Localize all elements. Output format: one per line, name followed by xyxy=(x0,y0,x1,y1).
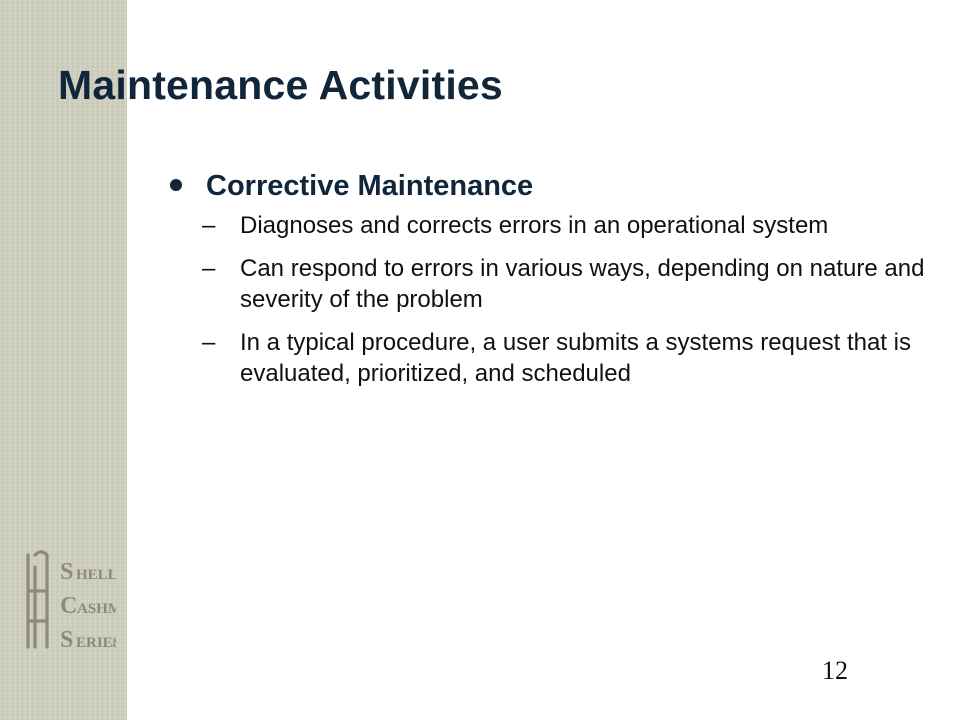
svg-text:C: C xyxy=(60,593,78,619)
svg-text:S: S xyxy=(60,627,74,653)
bullet-dot-icon xyxy=(170,179,182,191)
slide-title: Maintenance Activities xyxy=(58,62,503,108)
dash-icon: – xyxy=(202,212,216,239)
sub-bullet-text: Diagnoses and corrects errors in an operational system xyxy=(240,212,829,239)
sub-bullet-item xyxy=(166,253,936,315)
page-number: 12 xyxy=(822,656,848,685)
slide-content xyxy=(166,168,936,401)
svg-text:S: S xyxy=(60,559,74,585)
sub-bullet-text: Can respond to errors in various ways, depending on nature and severity of the problem xyxy=(240,255,925,313)
logo-graphic-icon xyxy=(20,547,116,659)
svg-text:ASHMAN: ASHM xyxy=(77,601,116,617)
shelly-cashman-series-logo xyxy=(20,547,116,659)
sub-bullet-text: In a typical procedure, a user submits a systems request that is evaluated, prioritized, and scheduled xyxy=(240,329,911,387)
svg-text:®: ® xyxy=(111,640,116,649)
main-bullet xyxy=(166,168,936,204)
sub-bullet-item xyxy=(166,210,936,241)
dash-icon: – xyxy=(202,329,216,356)
main-bullet-label: Corrective Maintenance xyxy=(206,170,534,202)
svg-text:ERIES: ERIE xyxy=(76,635,113,651)
sub-bullet-item xyxy=(166,327,936,389)
sub-bullet-list xyxy=(166,210,936,389)
svg-text:HELLY: HELL xyxy=(76,567,116,583)
dash-icon: – xyxy=(202,255,216,282)
